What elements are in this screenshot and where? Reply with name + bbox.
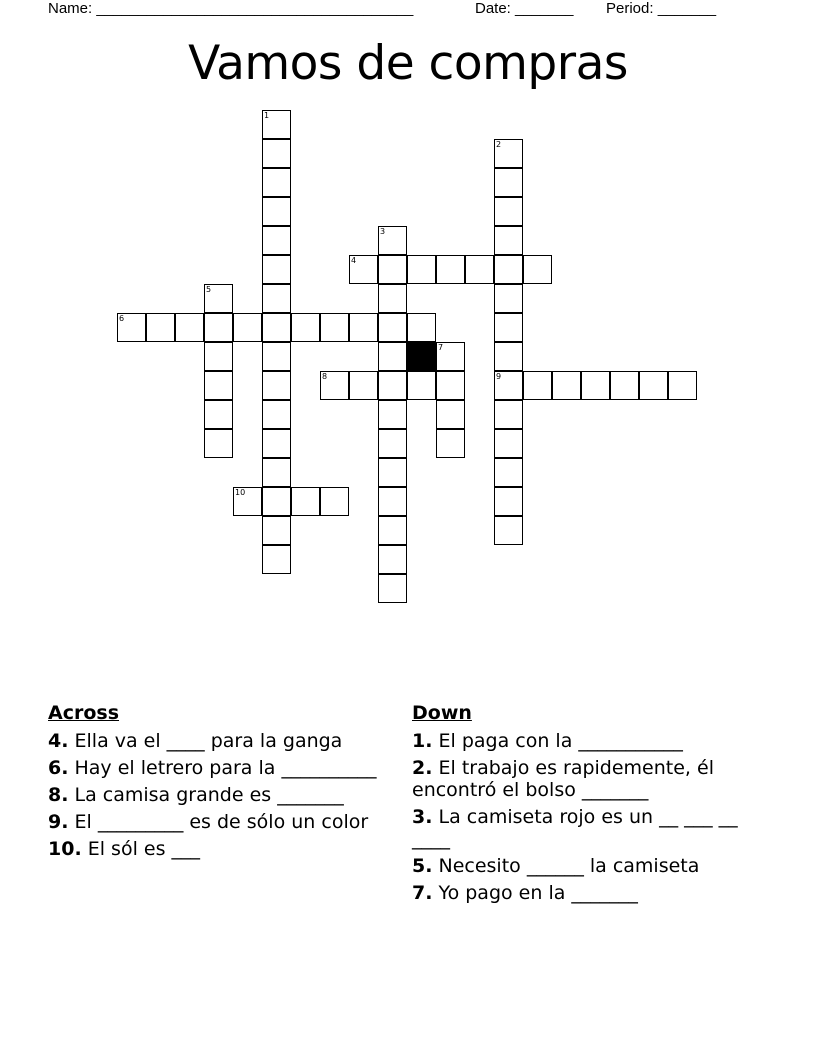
shaded-cell (407, 342, 436, 371)
crossword-cell[interactable] (378, 574, 407, 603)
clue-number-label: 10. (48, 838, 82, 860)
crossword-cell[interactable] (262, 284, 291, 313)
clue-number: 2 (496, 140, 502, 149)
crossword-cell[interactable] (378, 487, 407, 516)
crossword-cell[interactable] (262, 197, 291, 226)
clue-number-label: 9. (48, 811, 69, 833)
clue-text: El _________ es de sólo un color (74, 811, 369, 833)
crossword-cell[interactable] (378, 545, 407, 574)
clue-text: El sól es ___ (87, 838, 201, 860)
crossword-cell[interactable] (262, 545, 291, 574)
crossword-cell[interactable] (436, 255, 465, 284)
crossword-cell[interactable] (262, 429, 291, 458)
down-clue (412, 855, 772, 877)
crossword-cell[interactable] (494, 255, 523, 284)
crossword-cell[interactable] (204, 400, 233, 429)
crossword-cell[interactable] (581, 371, 610, 400)
crossword-cell[interactable] (494, 313, 523, 342)
crossword-cell[interactable] (552, 371, 581, 400)
down-clues (412, 702, 772, 909)
crossword-cell[interactable] (436, 429, 465, 458)
crossword-cell[interactable] (378, 458, 407, 487)
clue-number-label: 7. (412, 882, 433, 904)
clue-number-label: 6. (48, 757, 69, 779)
crossword-cell[interactable] (262, 458, 291, 487)
across-clue (48, 838, 393, 860)
across-heading: Across (48, 702, 120, 724)
crossword-cell[interactable] (262, 342, 291, 371)
clue-number: 5 (206, 285, 212, 294)
clue-number-label: 3. (412, 806, 433, 828)
crossword-cell[interactable] (349, 313, 378, 342)
crossword-cell[interactable] (494, 197, 523, 226)
crossword-cell[interactable] (233, 313, 262, 342)
clue-number: 4 (351, 256, 357, 265)
clue-number-label: 8. (48, 784, 69, 806)
down-clue (412, 757, 772, 801)
clue-number: 9 (496, 372, 502, 381)
crossword-cell[interactable] (407, 255, 436, 284)
crossword-cell[interactable] (291, 487, 320, 516)
crossword-cell[interactable] (262, 168, 291, 197)
crossword-cell[interactable] (494, 516, 523, 545)
across-clue (48, 784, 393, 806)
crossword-cell[interactable] (262, 139, 291, 168)
crossword-cell[interactable] (320, 487, 349, 516)
across-clue (48, 730, 393, 752)
date-field: Date: _______ (475, 0, 574, 17)
crossword-cell[interactable] (378, 284, 407, 313)
crossword-cell[interactable] (668, 371, 697, 400)
crossword-cell[interactable] (436, 371, 465, 400)
crossword-cell[interactable] (378, 429, 407, 458)
crossword-cell[interactable] (262, 255, 291, 284)
down-clue-list (412, 730, 772, 904)
crossword-cell[interactable] (262, 400, 291, 429)
down-clue (412, 730, 772, 752)
crossword-cell[interactable] (465, 255, 494, 284)
clue-text: El paga con la ___________ (438, 730, 683, 752)
clue-text: Ella va el ____ para la ganga (74, 730, 343, 752)
crossword-cell[interactable] (523, 371, 552, 400)
crossword-cell[interactable] (494, 284, 523, 313)
crossword-cell[interactable] (204, 313, 233, 342)
crossword-cell[interactable] (523, 255, 552, 284)
crossword-cell[interactable] (262, 487, 291, 516)
crossword-cell[interactable] (262, 516, 291, 545)
crossword-cell[interactable] (320, 313, 349, 342)
name-field: Name: ______________________________________ (48, 0, 414, 17)
clue-number-label: 5. (412, 855, 433, 877)
crossword-cell[interactable] (291, 313, 320, 342)
crossword-cell[interactable] (204, 371, 233, 400)
clue-text: La camiseta rojo es un __ ___ __ ____ (412, 806, 738, 850)
clue-text: Necesito ______ la camiseta (438, 855, 700, 877)
across-clue-list (48, 730, 393, 860)
clue-number: 1 (264, 111, 270, 120)
crossword-cell[interactable] (407, 371, 436, 400)
crossword-cell[interactable] (262, 313, 291, 342)
clue-number: 8 (322, 372, 328, 381)
crossword-cell[interactable] (494, 168, 523, 197)
across-clue (48, 811, 393, 833)
down-clue (412, 882, 772, 904)
down-clue (412, 806, 772, 850)
crossword-cell[interactable] (436, 400, 465, 429)
clue-number: 3 (380, 227, 386, 236)
crossword-cell[interactable] (204, 429, 233, 458)
crossword-cell[interactable] (262, 371, 291, 400)
clue-number: 10 (235, 488, 246, 497)
crossword-cell[interactable] (407, 313, 436, 342)
crossword-cell[interactable] (378, 400, 407, 429)
crossword-cell[interactable] (494, 458, 523, 487)
crossword-cell[interactable] (378, 516, 407, 545)
crossword-cell[interactable] (262, 226, 291, 255)
period-field: Period: _______ (606, 0, 717, 17)
crossword-cell[interactable] (378, 342, 407, 371)
crossword-cell[interactable] (494, 226, 523, 255)
crossword-cell[interactable] (175, 313, 204, 342)
crossword-cell[interactable] (378, 255, 407, 284)
crossword-cell[interactable] (494, 400, 523, 429)
down-heading: Down (412, 702, 472, 724)
crossword-cell[interactable] (349, 371, 378, 400)
crossword-cell[interactable] (494, 429, 523, 458)
crossword-cell[interactable] (494, 487, 523, 516)
crossword-cell[interactable] (494, 342, 523, 371)
across-clues (48, 702, 393, 865)
page-title: Vamos de compras (188, 36, 628, 91)
crossword-cell[interactable] (610, 371, 639, 400)
clue-number: 7 (438, 343, 444, 352)
clue-number: 6 (119, 314, 125, 323)
crossword-cell[interactable] (146, 313, 175, 342)
clue-number-label: 4. (48, 730, 69, 752)
clue-text: El trabajo es rapidemente, él encontró el bolso _______ (412, 757, 714, 801)
crossword-cell[interactable] (639, 371, 668, 400)
crossword-cell[interactable] (378, 371, 407, 400)
clue-text: La camisa grande es _______ (74, 784, 344, 806)
clue-text: Yo pago en la _______ (438, 882, 638, 904)
clue-text: Hay el letrero para la __________ (74, 757, 377, 779)
clue-number-label: 1. (412, 730, 433, 752)
crossword-cell[interactable] (204, 342, 233, 371)
clue-number-label: 2. (412, 757, 433, 779)
crossword-cell[interactable] (378, 313, 407, 342)
across-clue (48, 757, 393, 779)
